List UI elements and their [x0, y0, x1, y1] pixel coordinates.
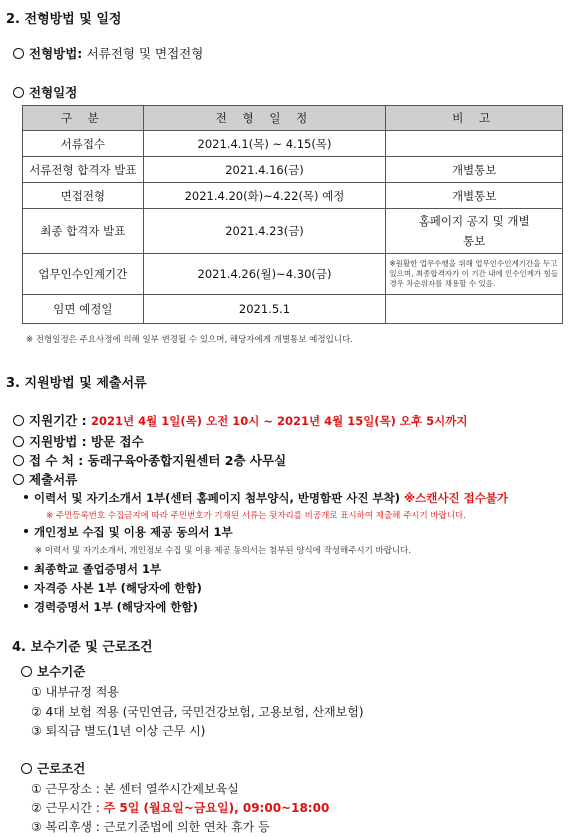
schedule-title: 전형일정 — [29, 85, 78, 100]
row-category: 서류접수 — [23, 131, 144, 157]
doc1-warning: ※스캔사진 접수불가 — [403, 491, 509, 505]
table-row — [23, 295, 563, 324]
row-date: 2021.4.20(화)~4.22(목) 예정 — [143, 183, 386, 209]
pay-title: 보수기준 — [37, 664, 86, 679]
doc5-line — [24, 599, 198, 615]
schedule-footnote: ※ 전형일정은 주요사정에 의해 일부 변경될 수 있으며, 해당자에게 개별통보 예정입니다. — [26, 335, 353, 345]
work-title-line — [21, 759, 85, 777]
table-row — [23, 131, 563, 157]
doc2-line — [24, 524, 233, 540]
dot-bullet-icon — [24, 529, 28, 533]
row-category: 업무인수인계기간 — [23, 254, 144, 295]
doc1-note: ※ 주민등록번호 수집금지에 따라 주민번호가 기재된 서류는 뒷자리를 비공개로 표시하여 제출해 주시기 바랍니다. — [46, 511, 466, 521]
pay-item-3: ③ 퇴직금 별도(1년 이상 근무 시) — [31, 724, 206, 738]
apply-method-line — [13, 432, 144, 450]
header-category: 구 분 — [23, 106, 144, 131]
work-item-2-label: ② 근무시간 : — [31, 801, 100, 815]
header-date: 전 형 일 정 — [143, 106, 386, 131]
row-category: 최종 합격자 발표 — [23, 209, 144, 254]
doc1-line — [24, 490, 508, 506]
circle-bullet-icon — [13, 48, 24, 59]
row-date: 2021.4.1(목) ~ 4.15(목) — [143, 131, 386, 157]
circle-bullet-icon — [13, 415, 24, 426]
dot-bullet-icon — [24, 585, 28, 589]
row-date: 2021.4.16(금) — [143, 157, 386, 183]
schedule-title-line — [13, 83, 77, 101]
row-date: 2021.5.1 — [143, 295, 386, 324]
table-row — [23, 183, 563, 209]
circle-bullet-icon — [21, 666, 32, 677]
work-item-2-value: 주 5일 (월요일~금요일), 09:00~18:00 — [103, 801, 330, 815]
method-label: 전형방법: — [29, 46, 83, 61]
work-item-1: ① 근무장소 : 본 센터 열쑤시간제보육실 — [31, 782, 239, 796]
section4-title: 4. 보수기준 및 근로조건 — [12, 640, 153, 655]
row-note: ※원활한 업무수행을 위해 업무인수인계기간을 두고 있으며, 최종합격자가 이 기간 내에 인수인계가 힘들 경우 차순위자를 채용할 수 있음. — [386, 254, 563, 295]
apply-method: 지원방법 : 방문 접수 — [29, 434, 144, 449]
row-note: 홈페이지 공지 및 개별 통보 — [386, 209, 563, 254]
dot-bullet-icon — [24, 495, 28, 499]
dot-bullet-icon — [24, 604, 28, 608]
table-header-row — [23, 106, 563, 131]
pay-title-line — [21, 662, 85, 680]
section2-title: 2. 전형방법 및 일정 — [6, 12, 122, 27]
dot-bullet-icon — [24, 566, 28, 570]
table-row — [23, 209, 563, 254]
doc4-line — [24, 580, 202, 596]
row-category: 서류전형 합격자 발표 — [23, 157, 144, 183]
row-category: 임면 예정일 — [23, 295, 144, 324]
circle-bullet-icon — [13, 436, 24, 447]
row-note: 개별통보 — [386, 157, 563, 183]
row-date: 2021.4.23(금) — [143, 209, 386, 254]
apply-place: 접 수 처 : 동래구육아종합지원센터 2층 사무실 — [29, 453, 287, 468]
doc1: 이력서 및 자기소개서 1부(센터 홈페이지 첨부양식, 반명함판 사진 부착) — [34, 491, 400, 505]
docs-title-line — [13, 470, 77, 488]
schedule-table — [22, 105, 563, 324]
doc5: 경력증명서 1부 (해당자에 한함) — [34, 600, 198, 614]
section3-title: 3. 지원방법 및 제출서류 — [6, 376, 147, 391]
row-note — [386, 131, 563, 157]
row-date: 2021.4.26(월)~4.30(금) — [143, 254, 386, 295]
circle-bullet-icon — [13, 455, 24, 466]
doc4: 자격증 사본 1부 (해당자에 한함) — [34, 581, 202, 595]
circle-bullet-icon — [21, 763, 32, 774]
work-item-2-line — [31, 799, 329, 816]
table-row — [23, 157, 563, 183]
period-line — [13, 411, 467, 429]
period-label: 지원기간 : — [29, 413, 87, 428]
row-category: 면접전형 — [23, 183, 144, 209]
table-row — [23, 254, 563, 295]
method-value: 서류전형 및 면접전형 — [86, 46, 204, 61]
circle-bullet-icon — [13, 474, 24, 485]
work-title: 근로조건 — [37, 761, 86, 776]
pay-item-2: ② 4대 보험 적용 (국민연금, 국민건강보험, 고용보험, 산재보험) — [31, 705, 364, 719]
period-value: 2021년 4월 1일(목) 오전 10시 ~ 2021년 4월 15일(목) 오후 5시까지 — [91, 414, 468, 428]
work-item-3: ③ 복리후생 : 근로기준법에 의한 연차 휴가 등 — [31, 820, 270, 834]
apply-place-line — [13, 451, 286, 469]
doc3: 최종학교 졸업증명서 1부 — [34, 562, 162, 576]
doc2: 개인정보 수집 및 이용 제공 동의서 1부 — [34, 525, 233, 539]
doc2-note: ※ 이력서 및 자기소개서, 개인정보 수집 및 이용 제공 동의서는 첨부된 양식에 작성해주시기 바랍니다. — [35, 546, 412, 556]
doc3-line — [24, 561, 161, 577]
docs-title: 제출서류 — [29, 472, 78, 487]
row-note — [386, 295, 563, 324]
header-note: 비 고 — [386, 106, 563, 131]
method-line — [13, 44, 203, 62]
circle-bullet-icon — [13, 87, 24, 98]
pay-item-1: ① 내부규정 적용 — [31, 685, 119, 699]
row-note: 개별통보 — [386, 183, 563, 209]
